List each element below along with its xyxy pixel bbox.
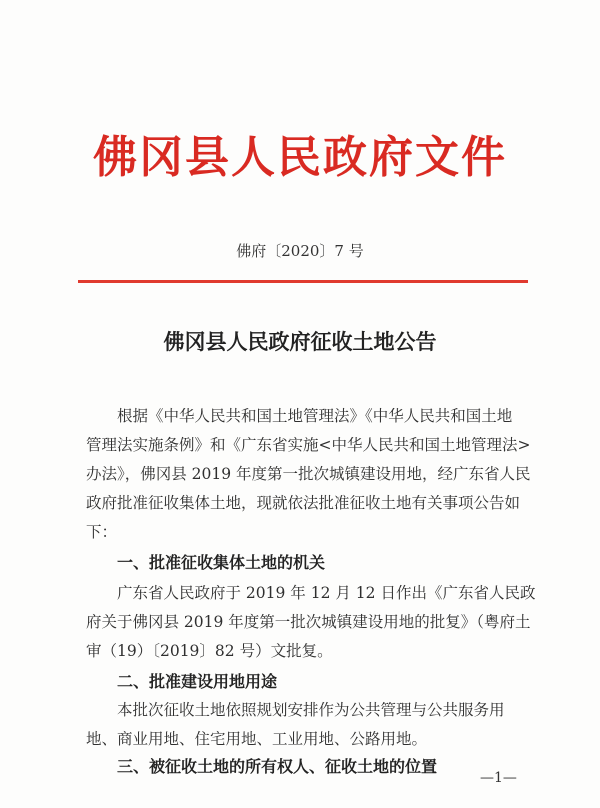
intro-line: 根据《中华人民共和国土地管理法》《中华人民共和国土地 bbox=[117, 407, 513, 425]
intro-line: 管理法实施条例》和《广东省实施<中华人民共和国土地管理法> bbox=[86, 436, 531, 454]
intro-line: 下： bbox=[86, 523, 118, 541]
intro-line: 办法》，佛冈县 2019 年度第一批次城镇建设用地，经广东省人民 bbox=[86, 465, 531, 483]
section-line: 本批次征收土地依照规划安排作为公共管理与公共服务用 bbox=[117, 701, 505, 719]
section-line: 审（19）〔2019〕82 号）文批复。 bbox=[86, 642, 333, 660]
section-line: 广东省人民政府于 2019 年 12 月 12 日作出《广东省人民政 bbox=[117, 584, 536, 602]
section-heading: 一、批准征收集体土地的机关 bbox=[117, 553, 326, 572]
red-separator-line bbox=[78, 280, 528, 283]
notice-title: 佛冈县人民政府征收土地公告 bbox=[163, 330, 437, 354]
section-line: 府关于佛冈县 2019 年度第一批次城镇建设用地的批复》（粤府土 bbox=[86, 613, 531, 631]
section-line: 地、商业用地、住宅用地、工业用地、公路用地。 bbox=[86, 730, 428, 748]
issuer-masthead: 佛冈县人民政府文件 bbox=[93, 132, 507, 183]
intro-line: 政府批准征收集体土地，现就依法批准征收土地有关事项公告如 bbox=[86, 494, 521, 512]
page-number: —1— bbox=[480, 770, 517, 786]
section-heading: 三、被征收土地的所有权人、征收土地的位置 bbox=[117, 757, 438, 776]
section-heading: 二、批准建设用地用途 bbox=[117, 672, 278, 691]
document-number: 佛府〔2020〕7 号 bbox=[236, 242, 364, 260]
